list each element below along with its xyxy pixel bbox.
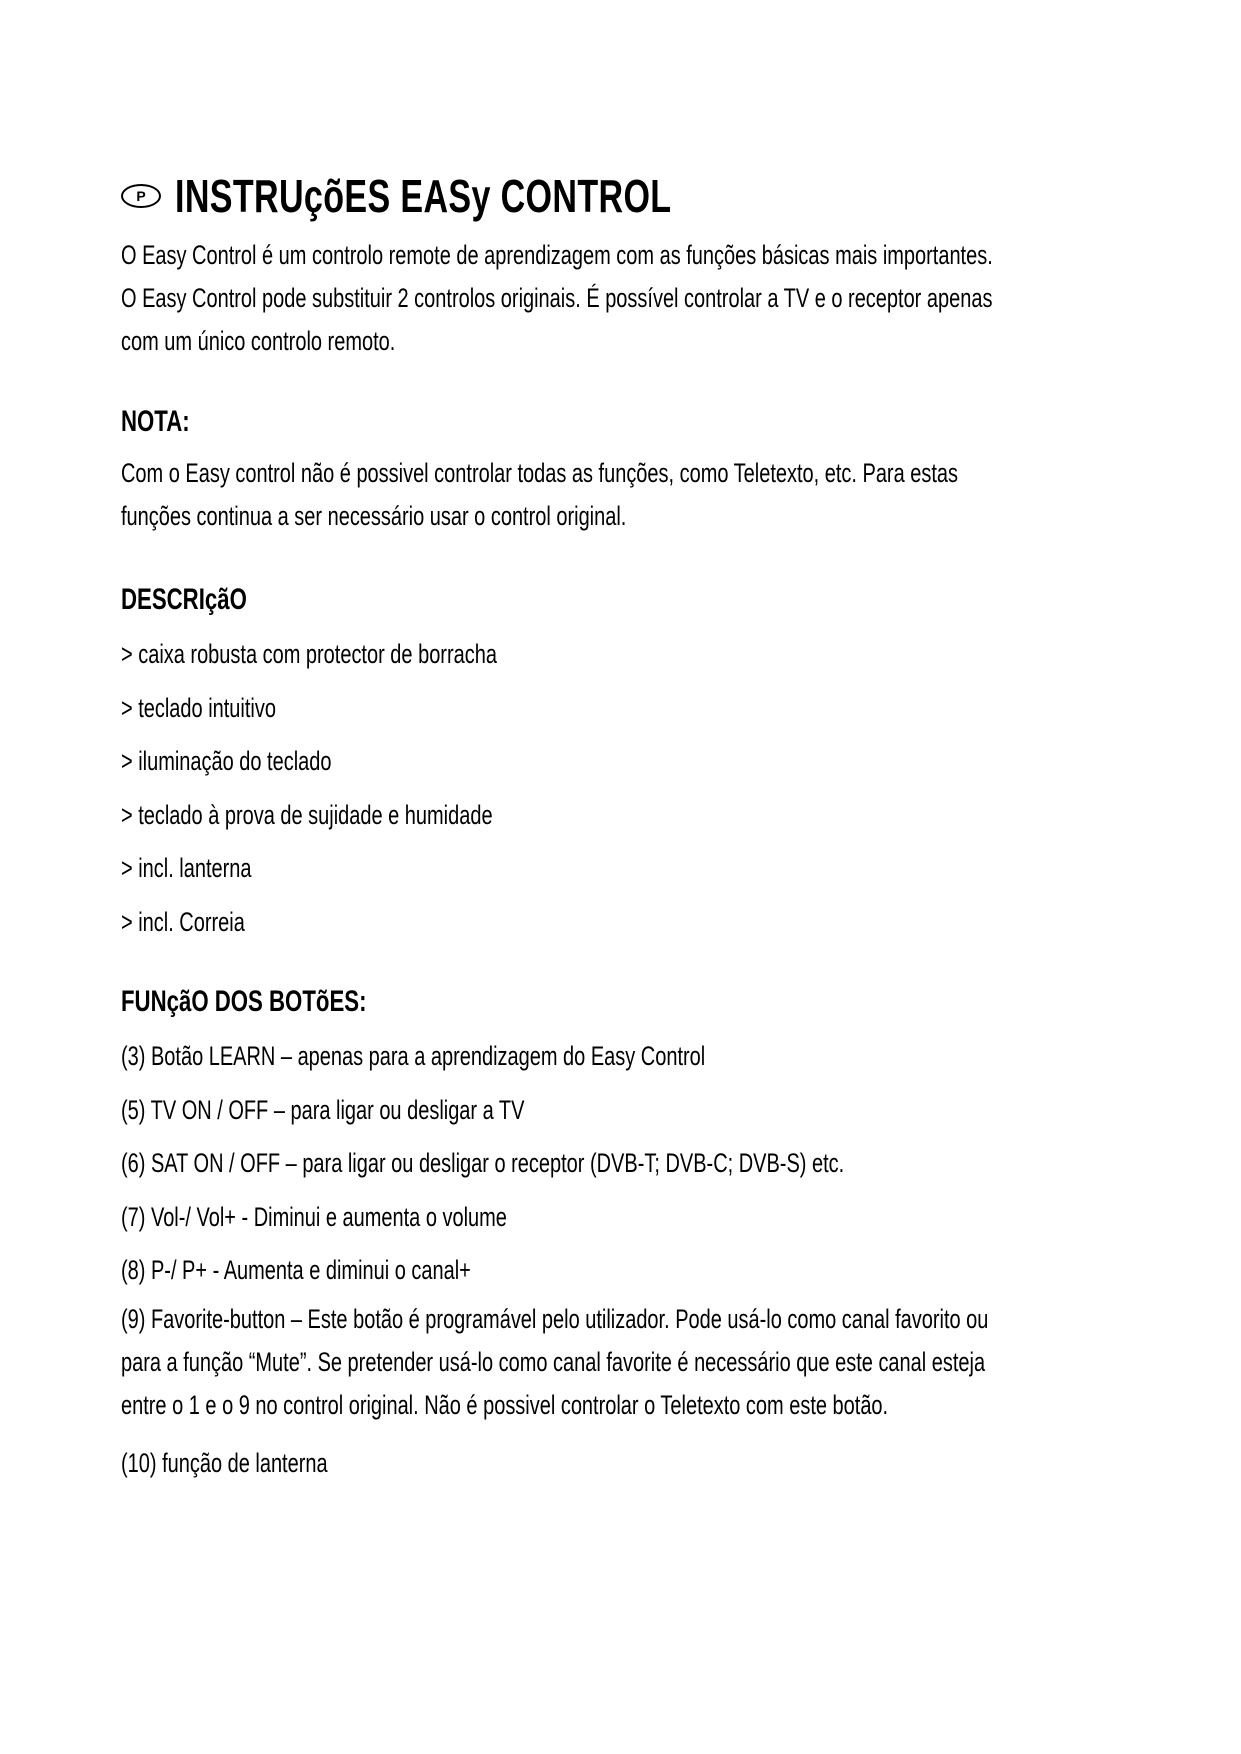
- page-title-row: [121, 168, 846, 224]
- favorite-line: (9) Favorite-button – Este botão é programável pelo utilizador. Pode usá-lo como canal favorito ou: [121, 1303, 989, 1334]
- list-item: > iluminação do teclado: [121, 746, 332, 776]
- nota-heading: NOTA:: [121, 405, 190, 438]
- language-badge-icon: P: [121, 184, 161, 208]
- descricao-list: [121, 628, 629, 949]
- intro-line: O Easy Control é um controlo remote de aprendizagem com as funções básicas mais importantes.: [121, 240, 993, 270]
- list-item: (6) SAT ON / OFF – para ligar ou desligar o receptor (DVB-T; DVB-C; DVB-S) etc.: [121, 1148, 845, 1178]
- list-item: > incl. Correia: [121, 906, 245, 937]
- list-item: > caixa robusta com protector de borracha: [121, 639, 497, 669]
- favorite-button-description: [121, 1298, 1241, 1427]
- list-item: > incl. lanterna: [121, 853, 252, 883]
- nota-line: Com o Easy control não é possivel controlar todas as funções, como Teletexto, etc. Para estas: [121, 458, 959, 488]
- funcoes-heading: FUNçãO DOS BOTõES:: [121, 985, 367, 1018]
- descricao-heading: DESCRIçãO: [121, 583, 247, 616]
- page-title: INSTRUçõES EASy CONTROL: [175, 170, 672, 222]
- nota-line: funções continua a ser necessário usar o control original.: [121, 501, 627, 531]
- list-item: (3) Botão LEARN – apenas para a aprendizagem do Easy Control: [121, 1041, 706, 1071]
- list-item: (8) P-/ P+ - Aumenta e diminui o canal+: [121, 1255, 471, 1285]
- intro-line: com um único controlo remoto.: [121, 326, 396, 356]
- list-item: (7) Vol-/ Vol+ - Diminui e aumenta o volume: [121, 1201, 507, 1232]
- nota-paragraph: [121, 452, 1241, 538]
- intro-paragraph: [121, 234, 1241, 363]
- list-item: (10) função de lanterna: [121, 1447, 328, 1478]
- list-item: (5) TV ON / OFF – para ligar ou desligar a TV: [121, 1094, 525, 1125]
- favorite-line: para a função “Mute”. Se pretender usá-lo como canal favorite é necessário que este canal esteja: [121, 1346, 986, 1377]
- funcoes-list: [121, 1030, 1241, 1490]
- list-item: > teclado à prova de sujidade e humidade: [121, 799, 493, 830]
- intro-line: O Easy Control pode substituir 2 controlos originais. É possível controlar a TV e o receptor apenas: [121, 283, 993, 313]
- list-item: > teclado intuitivo: [121, 692, 276, 723]
- favorite-line: entre o 1 e o 9 no control original. Não é possivel controlar o Teletexto com este botão.: [121, 1389, 889, 1420]
